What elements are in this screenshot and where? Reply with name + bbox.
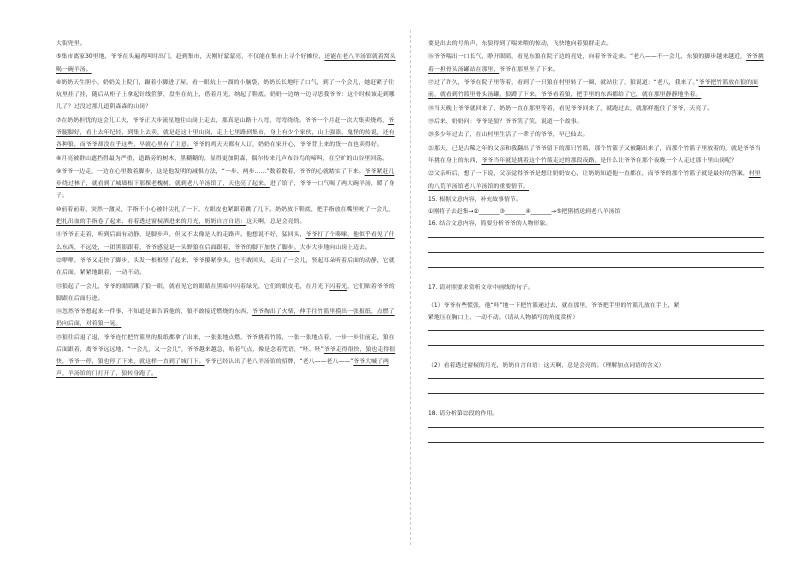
story-paragraph	[56, 229, 396, 253]
paragraph-text: ⑨爷爷一边走，一边在心里数着脚步，这是他发明的减惧方法，“一步、两步……”数着数着，爷爷的心就踏实了下来。	[56, 168, 365, 175]
paragraph-text: ，它们贴着爷爷的脚跟在后面行进。	[56, 283, 395, 302]
answer-line[interactable]	[428, 442, 764, 443]
story-paragraph	[56, 255, 396, 279]
left-column	[56, 38, 396, 382]
paragraph-text: ⑱当天晚上爷爷就回来了，奶奶一直在那里等着，看见爷爷回来了，就跑过去，就那样抱住了爷爷，天亮了。	[428, 105, 714, 112]
question-17: 17. 请对照要求赏析文章中画线的句子。	[428, 284, 534, 291]
story-paragraph	[428, 143, 764, 167]
column-divider	[410, 30, 411, 545]
paragraph-text: ⑩前着前着，突然一激灵，手指不小心被针尖扎了一下，左眼皮也紧跟着跳了几下。奶奶放下鞋底，把手指放在嘴里吮了一会儿，	[56, 206, 395, 213]
answer-line[interactable]	[428, 393, 764, 394]
answer-line[interactable]	[428, 378, 764, 379]
answer-line[interactable]	[428, 345, 764, 346]
question-18: 18. 请分析第㉒段的作用。	[428, 411, 499, 418]
answer-line[interactable]	[428, 330, 764, 331]
story-paragraph	[428, 77, 764, 101]
question-17-2: （2）看着透过窗棂的月光，奶奶自言自语：这天啊，总是会亮的。（理解加点词语的含义）	[428, 363, 665, 370]
underlined-sentence: 闪着光	[329, 283, 348, 290]
answer-line[interactable]	[428, 427, 764, 428]
story-paragraph	[56, 166, 396, 203]
paragraph-text: 大步大步地向山岗上迈去。	[299, 244, 371, 251]
paragraph-text: ⑭忽然爷爷想起来一件事，不知道是谁告诉他的，狼不敢接近燃烧的东西，	[56, 309, 253, 316]
question-17-1-line2: 紧地压在胸口上，一动不动。（请从人物描写的角度赏析）	[428, 314, 579, 321]
paragraph-text: 这天啊，总是会亮的。	[246, 218, 306, 225]
question-16: 16. 结合文意内容，简要分析爷爷的人物形象。	[428, 221, 552, 228]
story-paragraph	[56, 77, 396, 114]
paragraph-text: ⑲后来，奶奶问：爷爷是狼？爷爷笑了笑，说道一个故事。	[428, 118, 583, 125]
question-15-items: ①刚将子去赶集→②_______③_______④_______→⑤把猪捎送到老八羊汤馆	[428, 209, 621, 216]
story-paragraph	[56, 332, 396, 381]
paragraph-text: 爷爷在那里坐了下来。	[499, 66, 559, 73]
paragraph-text: ⑥奶奶天生胆小，奶奶关上院门，蹑着小脚进了屋，看一眼炕上一溜的小脑袋，奶奶长长地吁了口气，到了一个会儿，她赶紧子往炕里挂了挂，随后从柜子上拿起针线笸箩，盘坐在炕上，借着月光，纳起了鞋底。奶奶一边纳一边寻思我爷爷：这个时候该走到哪儿了？过没过那几道阴森森的山岗？	[56, 79, 395, 111]
story-paragraph	[56, 38, 396, 50]
underlined-sentence: 爷爷大喊了两声，羊汤馆的门打开了，狼转身跑了。	[56, 359, 389, 378]
paragraph-text: ⑮狼往后退了退，爷爷连忙把竹篮里的报纸都拿了出来，一张张地点燃，爷爷挑着竹篮，一张一张地点着，一步一步往前走，狼在后面跟着，离爷爷远远地，“一会儿，又一会儿”，爷爷越来越急，哈着气点，像是念着咒语，“呸、呸”	[56, 334, 395, 353]
story-paragraph	[428, 116, 764, 128]
underlined-sentence: 爷爷当年就是挑着这个竹篮走过的那段夜路，	[481, 157, 601, 164]
underlined-sentence: 爷爷紧赶几步绕过林子，就看到了城墙根下那棵老槐树，就到老八羊汤馆了，天也亮了起来。	[56, 168, 395, 188]
paragraph-text: ⑫咿咿，爷爷又走快了脚步，头发一根根竖了起来，爷爷攥紧拳头，也不敢回头，走出了一会儿，竖起耳朵听着后面的动静，它就在后面，紧紧地跟着，一动不动。	[56, 257, 395, 277]
right-column	[428, 38, 764, 457]
underlined-sentence: 村里的八荒羊汤馆老八羊汤馆的重要情节。	[428, 171, 761, 190]
answer-line[interactable]	[428, 267, 764, 268]
paragraph-text: 进了馆子，爷爷一口气喝了两大碗羊汤，暖了身子。	[56, 181, 395, 200]
answer-line[interactable]	[428, 237, 764, 238]
paragraph-text: 大街兜里。	[56, 41, 86, 47]
paragraph-text: 爷爷已经认出了老八羊汤馆的招牌，“老八——老八——”	[204, 359, 354, 366]
story-paragraph	[56, 281, 396, 305]
story-paragraph	[428, 38, 764, 50]
paragraph-text: ⑦在奶奶担忧的这会儿工夫，爷爷正大步流星地往山岗上走去，那真是山路十八弯，弯弯绕绕。爷爷一个月赶一次大集卖烧鸡，	[56, 117, 389, 124]
paragraph-text: ⑳多少年过去了，在山村里生活了一辈子的爷爷，早已仙去。	[428, 132, 589, 139]
paragraph-text: ⑯爷爷喘出一口长气，睁开眼睛，看见东狼在院子边的亮处，向着爷爷走来。“老八——不一会儿，东狼的脚步越来越近，	[428, 54, 746, 61]
paragraph-text: 爷爷的鸡天天都有人订，奶奶在家开心，爷爷背上来的货一直也卖得好。	[192, 142, 383, 149]
underlined-sentence: 把扎出血的手指卷了起来，看着透过窗棂洒进来的月光，奶奶自言自语：	[56, 218, 247, 225]
right-paragraphs	[428, 38, 764, 193]
paragraph-text: 要是出去的号角声，东狼得到了喘来喂的惊动，飞快地向着狼群走去。	[428, 41, 613, 47]
answer-line[interactable]	[428, 252, 764, 253]
underlined-sentence: 爷爷把竹篮放在狼的面前，就看到竹篮里骨头汤罐，狼蹲了下来，爷爷看着狼，把手里的东西都给了它，就在那里静静地坐着。	[428, 79, 758, 99]
underlined-sentence: 爷爷腿脚好，看上去年纪轻，到集上去卖，就是赶这十里山岗，走上七里路到集市，身上有少个家伙，山上强盗，鬼怪的传说，还有各种狼，而爷爷却没在乎这些，早就心里有了主意。	[56, 117, 395, 149]
underlined-sentence: 还能在老八羊汤馆就着窝头喝一碗羊汤。	[56, 54, 396, 73]
paragraph-text: 是什么让爷爷在那个夜晚一个人走过那十里山岗呢？	[600, 157, 737, 164]
paragraph-text: ⑬狼起了一会儿，爷爷的眼睛瞅了狼一眼，就看见它的眼睛在黑暗中闪着绿光，它们的眼皮毛，在月光下	[56, 283, 330, 290]
question-17-1-line1: （1）爷爷有些慌张，他“咔”地一下把竹篮递过去，就在那里，爷爷把手里的竹篮儿放在手上，紧	[428, 302, 680, 309]
paragraph-text: ㉑那天，已是古稀之年的父亲和我翻出了爷爷留下的那只竹篮，那个竹篮子又被翻出来了，而那个竹篮子里放着的，就是爷爷当年挑在身上的东西，	[428, 145, 761, 164]
story-paragraph	[56, 306, 396, 330]
story-paragraph	[56, 115, 396, 152]
question-15: 15. 根据文意内容，补充故事情节。	[428, 196, 522, 203]
story-paragraph	[56, 51, 396, 75]
story-paragraph	[428, 51, 764, 75]
paragraph-text: ⑰过了许久，爷爷在院子里等着，看到了一只狼在村里转了一圈，就站住了，狼说道：“老八，我来了。”	[428, 79, 699, 86]
underlined-sentence: 爷爷打了个哆嗦，他似乎看见了什么东西，不远处，一团黑影跟着，爷爷感觉是一头野狼在后面跟着，爷爷的脚下加快了脚步。	[56, 232, 395, 251]
story-paragraph	[428, 103, 764, 115]
underlined-sentence: 爷爷挑着一担骨头汤罐站在那里，	[428, 54, 764, 73]
paragraph-text: ⑤集市离家30里地，爷爷在头遍鸡叫时出门，赶到集市，天刚好蒙蒙亮，不仅能在集市上寻个好摊位，	[56, 54, 325, 61]
underlined-sentence: 爷爷掏出了火柴，伸手往竹篮里摸出一张报纸，点燃了扔向后面，对着狼一晃。	[56, 309, 395, 328]
paragraph-text: ⑪爷爷正走着，听到后面有动静，是脚步声，但又不太像是人的走路声。他想说不好，猛回头，	[56, 232, 306, 239]
paragraph-text: ㉒父亲听后，想了一下说，父亲觉得爷爷是想让奶奶安心，让奶奶知道他一直都在，而爷爷的那个竹篮子就是最好的答案，	[428, 171, 749, 178]
story-paragraph	[428, 129, 764, 141]
underlined-sentence: 爷爷走得很快，狼也走得很快，爷爷一停，狼也停了下来，就这样一直到了城门下。	[56, 346, 396, 366]
paragraph-text: ⑧月亮被群山遮挡得最为严重，道路旁的树木，黑糊糊的，显得更加阴森，偶尔传来几声布谷鸟的啼叫，在空旷的山谷里回荡。	[56, 155, 389, 162]
story-paragraph	[428, 168, 764, 192]
story-paragraph	[56, 204, 396, 228]
story-paragraph	[56, 153, 396, 165]
